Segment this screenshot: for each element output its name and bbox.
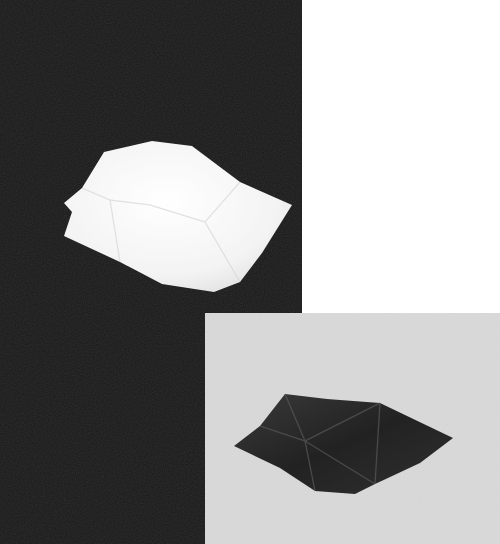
light-photo-panel <box>205 313 500 544</box>
light-photo-canvas <box>205 313 500 544</box>
